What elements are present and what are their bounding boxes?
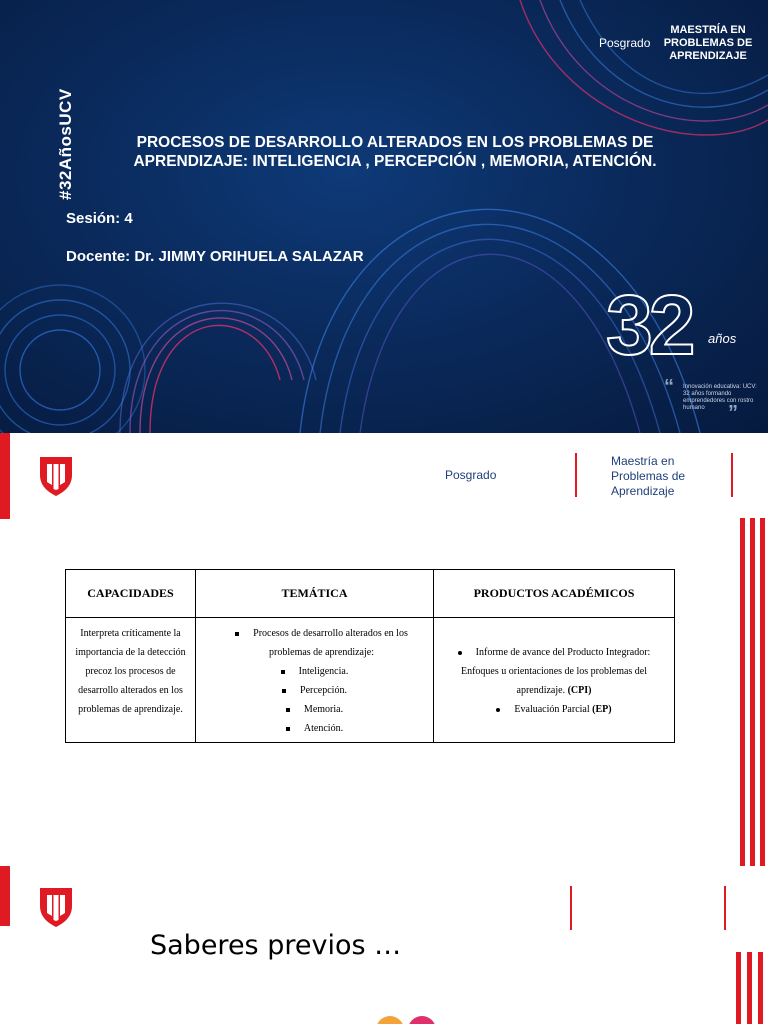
bullet-icon	[496, 708, 500, 712]
producto-item	[438, 700, 670, 719]
posgrado-label: Posgrado	[599, 36, 651, 50]
slide-title: Saberes previos …	[150, 930, 402, 961]
course-table	[65, 569, 675, 743]
list-item	[200, 700, 429, 719]
list-item-text: Memoria.	[303, 704, 344, 715]
table-header-row	[66, 570, 675, 618]
red-stripes	[734, 952, 768, 1024]
producto-1-text: Informe de avance del Producto Integrador: Enfoques u orientaciones de los problemas del aprendizaje.	[460, 647, 651, 696]
content-slide	[0, 433, 768, 866]
tematica-main-text: Procesos de desarrollo alterados en los problemas de aprendizaje:	[253, 628, 408, 658]
left-red-bar	[0, 433, 10, 519]
square-bullet-icon	[282, 689, 286, 693]
table-row	[66, 618, 675, 743]
hashtag-label: #32AñosUCV	[56, 88, 75, 200]
teacher-label: Docente: Dr. JIMMY ORIHUELA SALAZAR	[66, 248, 364, 265]
cell-productos	[434, 618, 675, 743]
producto-2-code: (EP)	[592, 704, 612, 715]
saberes-slide	[0, 866, 768, 1024]
list-item-text: Atención.	[303, 723, 344, 734]
cell-tematica	[196, 618, 434, 743]
left-red-bar	[0, 866, 10, 926]
anniversary-number: 32	[606, 278, 692, 372]
ucv-shield-icon	[38, 455, 74, 497]
square-bullet-icon	[286, 727, 290, 731]
header-productos: PRODUCTOS ACADÉMICOS	[434, 570, 675, 618]
producto-1-code: (CPI)	[567, 685, 592, 696]
square-bullet-icon	[281, 670, 285, 674]
producto-item	[438, 643, 670, 700]
program-name: Maestría en Problemas de Aprendizaje	[611, 454, 686, 498]
tematica-sublist	[200, 662, 429, 738]
list-item-text: Inteligencia.	[298, 666, 349, 677]
bullet-icon	[458, 651, 462, 655]
header-divider	[570, 886, 572, 930]
capacidades-text: Interpreta críticamente la importancia de la detección precoz los procesos de desarrollo alterados en los problemas de aprendizaje.	[75, 628, 186, 715]
slide-title: PROCESOS DE DESARROLLO ALTERADOS EN LOS PROBLEMAS DE APRENDIZAJE: INTELIGENCIA , PERCEPCIÓN , MEMORIA, ATENCIÓN.	[133, 134, 657, 170]
header-divider	[575, 453, 577, 497]
cell-capacidades	[66, 618, 196, 743]
decorative-circles	[376, 1016, 440, 1024]
producto-2-text: Evaluación Parcial	[514, 704, 590, 715]
quote-close-icon: ”	[728, 402, 738, 424]
anniversary-suffix: años	[708, 331, 737, 346]
tematica-main-item	[200, 624, 429, 662]
header-tematica: TEMÁTICA	[196, 570, 434, 618]
list-item	[200, 681, 429, 700]
red-stripes	[738, 518, 768, 866]
list-item	[200, 719, 429, 738]
posgrado-label: Posgrado	[445, 468, 497, 482]
title-slide	[0, 0, 768, 433]
session-label: Sesión: 4	[66, 210, 133, 227]
header-divider	[731, 453, 733, 497]
anniversary-quote: Innovación educativa: UCV: 32 años formando emprendedores con rostro humano	[683, 384, 757, 411]
square-bullet-icon	[235, 632, 239, 636]
ucv-shield-icon	[38, 886, 74, 928]
program-name: MAESTRÍA EN PROBLEMAS DE APRENDIZAJE	[663, 24, 753, 62]
list-item	[200, 662, 429, 681]
list-item-text: Percepción.	[300, 685, 347, 696]
header-capacidades: CAPACIDADES	[66, 570, 196, 618]
header-divider	[724, 886, 726, 930]
quote-open-icon: “	[664, 376, 674, 398]
square-bullet-icon	[286, 708, 290, 712]
